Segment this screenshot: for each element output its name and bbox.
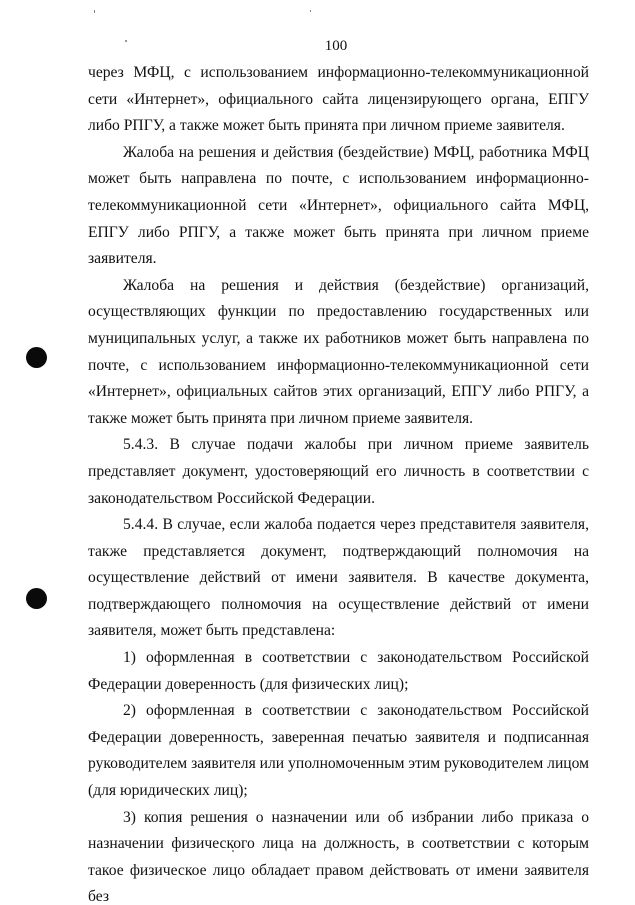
paragraph-continuation: через МФЦ, с использованием информационно-телекоммуникационной сети «Интернет», официального сайта лицензирующего органа, ЕПГУ либо РПГУ, а также может быть принята при личном приеме заявителя.	[88, 64, 589, 135]
list-item-2: 2) оформленная в соответствии с законодательством Российской Федерации доверенность, заверенная печатью заявителя и подписанная руководителем заявителя или уполномоченным этим руководителем лицом (для юридических лиц);	[88, 702, 589, 800]
paragraph-5-4-4: 5.4.4. В случае, если жалоба подается через представителя заявителя, также представляется документ, подтверждающий полномочия на осуществление действий от имени заявителя. В качестве документа, подтверждающего полномочия на осуществление действий от имени заявителя, может быть представлена:	[88, 516, 589, 640]
list-item-3: 3) копия решения о назначении или об избрании либо приказа о назначении физического лица на должность, в соответствии с которым такое физическое лицо обладает правом действовать от имени заявителя без	[88, 808, 589, 905]
scan-speck	[310, 10, 311, 12]
punch-hole-mark	[26, 347, 47, 368]
paragraph-mfc-complaint: Жалоба на решения и действия (бездействие) МФЦ, работника МФЦ может быть направлена по почте, с использованием информационно-телекоммуникационной сети «Интернет», официального сайта МФЦ, ЕПГУ либо РПГУ, а также может быть принята при личном приеме заявителя.	[88, 143, 589, 268]
paragraph-5-4-3: 5.4.3. В случае подачи жалобы при личном приеме заявитель представляет документ, удостоверяющий его личность в соответствии с законодательством Российской Федерации.	[88, 436, 589, 507]
list-item-1: 1) оформленная в соответствии с законодательством Российской Федерации доверенность (для физических лиц);	[88, 649, 589, 693]
scan-speck	[94, 10, 95, 13]
page-number: 100	[324, 38, 348, 54]
document-body	[88, 60, 589, 905]
punch-hole-mark	[26, 588, 47, 609]
paragraph-organizations-complaint: Жалоба на решения и действия (бездействие) организаций, осуществляющих функции по предоставлению государственных или муниципальных услуг, а также их работников может быть направлена по почте, с использованием информационно-телекоммуникационной сети «Интернет», официальных сайтов этих организаций, ЕПГУ либо РПГУ, а также может быть принята при личном приеме заявителя.	[88, 276, 589, 427]
